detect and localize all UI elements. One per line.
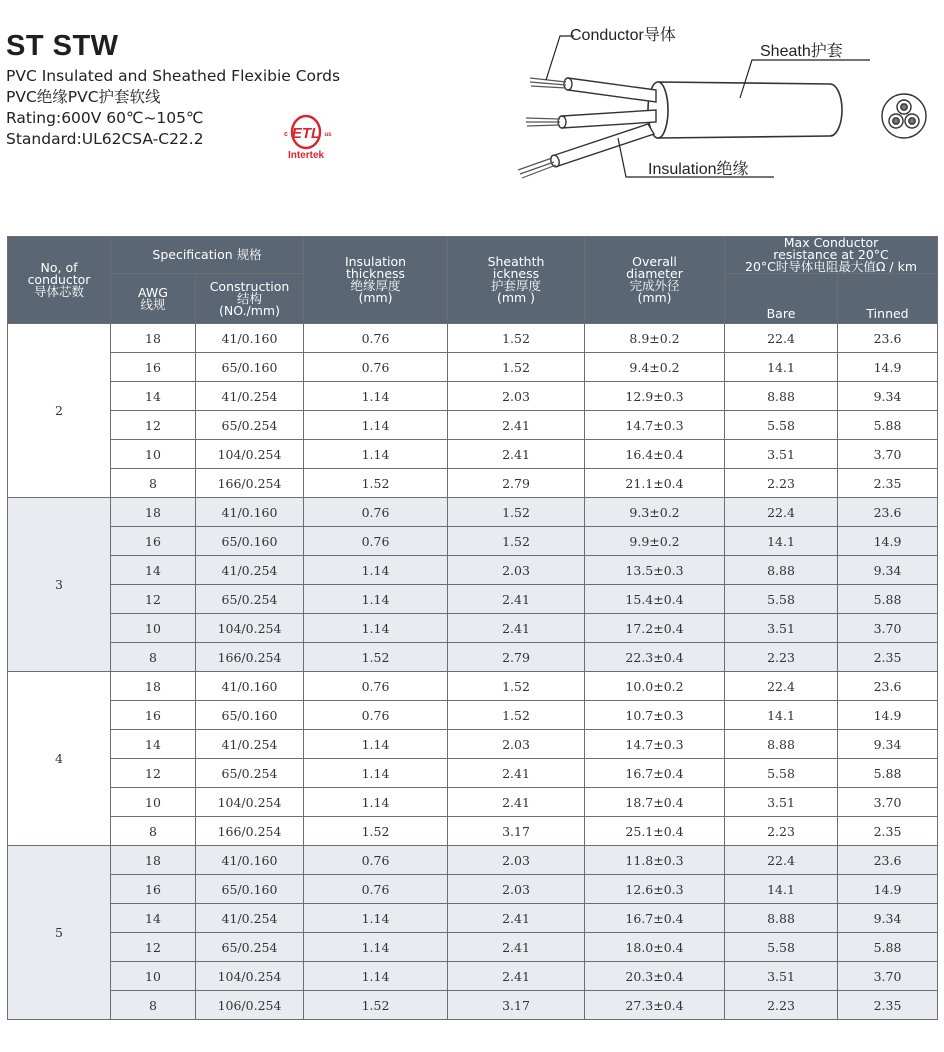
bare-cell: 3.51 xyxy=(725,440,838,469)
header-max-resistance: Max Conductor resistance at 20°C 20°C时导体电阻最大值Ω / km xyxy=(725,237,938,274)
bare-cell: 3.51 xyxy=(725,788,838,817)
conductor-count-cell: 5 xyxy=(8,846,111,1020)
conductor-group xyxy=(8,324,938,498)
product-rating: Rating:600V 60℃~105℃ xyxy=(6,109,204,127)
table-row xyxy=(8,991,938,1020)
sheath-cell: 2.41 xyxy=(448,614,585,643)
sheath-cell: 2.79 xyxy=(448,469,585,498)
diameter-cell: 13.5±0.3 xyxy=(585,556,725,585)
table-row xyxy=(8,643,938,672)
insulation-cell: 1.14 xyxy=(304,440,448,469)
awg-cell: 10 xyxy=(111,788,196,817)
insulation-cell: 0.76 xyxy=(304,324,448,353)
header-no-of-conductor: No, of conductor 导体芯数 xyxy=(8,237,111,324)
awg-cell: 8 xyxy=(111,991,196,1020)
insulation-cell: 1.14 xyxy=(304,730,448,759)
diameter-cell: 9.9±0.2 xyxy=(585,527,725,556)
conductor-label: Conductor导体 xyxy=(570,27,676,44)
diameter-cell: 8.9±0.2 xyxy=(585,324,725,353)
table-row xyxy=(8,759,938,788)
tinned-cell: 23.6 xyxy=(838,846,938,875)
insulation-cell: 1.52 xyxy=(304,643,448,672)
table-row xyxy=(8,353,938,382)
bare-cell: 14.1 xyxy=(725,701,838,730)
construction-cell: 65/0.254 xyxy=(196,933,304,962)
tinned-cell: 3.70 xyxy=(838,962,938,991)
diameter-cell: 12.6±0.3 xyxy=(585,875,725,904)
sheath-cell: 1.52 xyxy=(448,498,585,527)
tinned-cell: 23.6 xyxy=(838,672,938,701)
sheath-cell: 1.52 xyxy=(448,672,585,701)
table-row xyxy=(8,324,938,353)
bare-cell: 2.23 xyxy=(725,643,838,672)
construction-cell: 41/0.254 xyxy=(196,730,304,759)
awg-cell: 14 xyxy=(111,730,196,759)
cable-cross-section-diagram xyxy=(508,12,944,190)
bare-cell: 14.1 xyxy=(725,875,838,904)
diameter-cell: 21.1±0.4 xyxy=(585,469,725,498)
table-row xyxy=(8,556,938,585)
header-insulation-thickness: Insulation thickness 绝缘厚度 (mm) xyxy=(304,237,448,324)
awg-cell: 8 xyxy=(111,817,196,846)
header-sheath-thickness: Sheathth ickness 护套厚度 (mm ) xyxy=(448,237,585,324)
construction-cell: 41/0.160 xyxy=(196,672,304,701)
specification-table xyxy=(7,236,938,1020)
awg-cell: 18 xyxy=(111,846,196,875)
diameter-cell: 27.3±0.4 xyxy=(585,991,725,1020)
table-row xyxy=(8,962,938,991)
insulation-cell: 1.14 xyxy=(304,585,448,614)
awg-cell: 10 xyxy=(111,614,196,643)
tinned-cell: 14.9 xyxy=(838,527,938,556)
insulation-cell: 1.52 xyxy=(304,469,448,498)
svg-text:us: us xyxy=(324,132,332,138)
sheath-cell: 1.52 xyxy=(448,353,585,382)
tinned-cell: 2.35 xyxy=(838,469,938,498)
tinned-cell: 14.9 xyxy=(838,353,938,382)
sheath-cell: 3.17 xyxy=(448,991,585,1020)
diameter-cell: 10.0±0.2 xyxy=(585,672,725,701)
bare-cell: 8.88 xyxy=(725,730,838,759)
construction-cell: 166/0.254 xyxy=(196,817,304,846)
construction-cell: 65/0.160 xyxy=(196,527,304,556)
awg-cell: 10 xyxy=(111,962,196,991)
insulation-cell: 1.14 xyxy=(304,759,448,788)
tinned-cell: 9.34 xyxy=(838,730,938,759)
conductor-group xyxy=(8,846,938,1020)
awg-cell: 12 xyxy=(111,759,196,788)
bare-cell: 2.23 xyxy=(725,991,838,1020)
sheath-cell: 2.41 xyxy=(448,585,585,614)
tinned-cell: 3.70 xyxy=(838,788,938,817)
awg-cell: 18 xyxy=(111,498,196,527)
sheath-shape xyxy=(658,82,842,138)
table-row xyxy=(8,730,938,759)
insulation-cell: 1.14 xyxy=(304,382,448,411)
construction-cell: 104/0.254 xyxy=(196,614,304,643)
tinned-cell: 9.34 xyxy=(838,904,938,933)
sheath-cell: 2.41 xyxy=(448,440,585,469)
table-row xyxy=(8,382,938,411)
diameter-cell: 22.3±0.4 xyxy=(585,643,725,672)
table-row xyxy=(8,933,938,962)
awg-cell: 14 xyxy=(111,382,196,411)
bare-cell: 22.4 xyxy=(725,498,838,527)
construction-cell: 41/0.254 xyxy=(196,382,304,411)
sheath-cell: 2.03 xyxy=(448,875,585,904)
bare-cell: 8.88 xyxy=(725,382,838,411)
cable-end-view xyxy=(882,94,926,138)
awg-cell: 8 xyxy=(111,469,196,498)
tinned-cell: 14.9 xyxy=(838,701,938,730)
insulation-cell: 0.76 xyxy=(304,701,448,730)
sheath-cell: 1.52 xyxy=(448,701,585,730)
bare-cell: 5.58 xyxy=(725,759,838,788)
sheath-cell: 1.52 xyxy=(448,527,585,556)
tinned-cell: 3.70 xyxy=(838,440,938,469)
sheath-cell: 2.41 xyxy=(448,904,585,933)
svg-text:c: c xyxy=(284,131,288,138)
diameter-cell: 25.1±0.4 xyxy=(585,817,725,846)
awg-cell: 8 xyxy=(111,643,196,672)
sheath-cell: 2.03 xyxy=(448,382,585,411)
construction-cell: 41/0.160 xyxy=(196,846,304,875)
insulation-cell: 1.52 xyxy=(304,991,448,1020)
construction-cell: 41/0.160 xyxy=(196,498,304,527)
construction-cell: 65/0.254 xyxy=(196,585,304,614)
diameter-cell: 16.7±0.4 xyxy=(585,759,725,788)
product-standard: Standard:UL62CSA-C22.2 xyxy=(6,130,204,148)
sheath-cell: 2.41 xyxy=(448,759,585,788)
insulation-cell: 1.14 xyxy=(304,904,448,933)
insulation-cell: 0.76 xyxy=(304,672,448,701)
construction-cell: 166/0.254 xyxy=(196,643,304,672)
insulation-cell: 0.76 xyxy=(304,498,448,527)
awg-cell: 12 xyxy=(111,411,196,440)
diameter-cell: 11.8±0.3 xyxy=(585,846,725,875)
table-row xyxy=(8,904,938,933)
construction-cell: 41/0.160 xyxy=(196,324,304,353)
product-description-cn: PVC绝缘PVC护套软线 xyxy=(6,88,161,106)
insulation-cell: 1.14 xyxy=(304,962,448,991)
construction-cell: 41/0.254 xyxy=(196,556,304,585)
awg-cell: 16 xyxy=(111,353,196,382)
insulation-cell: 1.14 xyxy=(304,556,448,585)
tinned-cell: 2.35 xyxy=(838,817,938,846)
sheath-cell: 2.41 xyxy=(448,933,585,962)
header-specification: Specification 规格 xyxy=(111,237,304,274)
table-row xyxy=(8,846,938,875)
tinned-cell: 5.88 xyxy=(838,933,938,962)
awg-cell: 16 xyxy=(111,527,196,556)
sheath-cell: 2.41 xyxy=(448,962,585,991)
tinned-cell: 5.88 xyxy=(838,585,938,614)
construction-cell: 65/0.254 xyxy=(196,411,304,440)
bare-cell: 2.23 xyxy=(725,817,838,846)
conductor-group xyxy=(8,672,938,846)
sheath-cell: 2.03 xyxy=(448,556,585,585)
tinned-cell: 5.88 xyxy=(838,411,938,440)
awg-cell: 14 xyxy=(111,556,196,585)
table-row xyxy=(8,817,938,846)
table-row xyxy=(8,585,938,614)
awg-cell: 16 xyxy=(111,701,196,730)
bare-cell: 2.23 xyxy=(725,469,838,498)
bare-cell: 5.58 xyxy=(725,585,838,614)
awg-cell: 18 xyxy=(111,324,196,353)
tinned-cell: 9.34 xyxy=(838,382,938,411)
insulation-label: Insulation绝缘 xyxy=(648,161,749,178)
diameter-cell: 12.9±0.3 xyxy=(585,382,725,411)
diameter-cell: 16.4±0.4 xyxy=(585,440,725,469)
sheath-cell: 2.03 xyxy=(448,730,585,759)
bare-cell: 22.4 xyxy=(725,672,838,701)
construction-cell: 104/0.254 xyxy=(196,962,304,991)
diameter-cell: 15.4±0.4 xyxy=(585,585,725,614)
bare-cell: 8.88 xyxy=(725,556,838,585)
construction-cell: 41/0.254 xyxy=(196,904,304,933)
tinned-cell: 14.9 xyxy=(838,875,938,904)
construction-cell: 65/0.160 xyxy=(196,875,304,904)
construction-cell: 104/0.254 xyxy=(196,788,304,817)
bare-cell: 22.4 xyxy=(725,324,838,353)
bare-cell: 3.51 xyxy=(725,614,838,643)
table-row xyxy=(8,614,938,643)
bare-cell: 5.58 xyxy=(725,411,838,440)
sheath-cell: 2.41 xyxy=(448,411,585,440)
svg-text:Intertek: Intertek xyxy=(287,150,325,161)
table-row xyxy=(8,469,938,498)
sheath-cell: 2.79 xyxy=(448,643,585,672)
diameter-cell: 9.3±0.2 xyxy=(585,498,725,527)
insulation-cell: 1.52 xyxy=(304,817,448,846)
diameter-cell: 16.7±0.4 xyxy=(585,904,725,933)
bare-cell: 8.88 xyxy=(725,904,838,933)
construction-cell: 166/0.254 xyxy=(196,469,304,498)
diameter-cell: 17.2±0.4 xyxy=(585,614,725,643)
awg-cell: 14 xyxy=(111,904,196,933)
bare-cell: 22.4 xyxy=(725,846,838,875)
insulated-cores xyxy=(549,78,656,168)
tinned-cell: 2.35 xyxy=(838,643,938,672)
insulation-cell: 0.76 xyxy=(304,527,448,556)
tinned-cell: 9.34 xyxy=(838,556,938,585)
bare-cell: 14.1 xyxy=(725,353,838,382)
etl-intertek-logo xyxy=(278,114,336,166)
header-overall-diameter: Overall diameter 完成外径 (mm) xyxy=(585,237,725,324)
tinned-cell: 23.6 xyxy=(838,498,938,527)
table-row xyxy=(8,440,938,469)
awg-cell: 12 xyxy=(111,585,196,614)
sheath-cell: 3.17 xyxy=(448,817,585,846)
diameter-cell: 14.7±0.3 xyxy=(585,730,725,759)
construction-cell: 65/0.160 xyxy=(196,353,304,382)
tinned-cell: 5.88 xyxy=(838,759,938,788)
bare-cell: 5.58 xyxy=(725,933,838,962)
table-row xyxy=(8,498,938,527)
tinned-cell: 3.70 xyxy=(838,614,938,643)
header-awg: AWG 线规 xyxy=(111,274,196,324)
insulation-cell: 1.14 xyxy=(304,788,448,817)
diameter-cell: 9.4±0.2 xyxy=(585,353,725,382)
tinned-cell: 23.6 xyxy=(838,324,938,353)
sheath-label: Sheath护套 xyxy=(760,43,843,60)
insulation-cell: 1.14 xyxy=(304,411,448,440)
svg-text:ETL: ETL xyxy=(291,125,321,142)
conductor-count-cell: 2 xyxy=(8,324,111,498)
header-bare: Bare xyxy=(725,274,838,324)
sheath-cell: 1.52 xyxy=(448,324,585,353)
insulation-cell: 1.14 xyxy=(304,933,448,962)
insulation-cell: 1.14 xyxy=(304,614,448,643)
table-row xyxy=(8,527,938,556)
conductor-count-cell: 3 xyxy=(8,498,111,672)
conductor-count-cell: 4 xyxy=(8,672,111,846)
awg-cell: 12 xyxy=(111,933,196,962)
bare-cell: 3.51 xyxy=(725,962,838,991)
table-row xyxy=(8,788,938,817)
sheath-cell: 2.03 xyxy=(448,846,585,875)
diameter-cell: 10.7±0.3 xyxy=(585,701,725,730)
construction-cell: 65/0.254 xyxy=(196,759,304,788)
table-row xyxy=(8,701,938,730)
insulation-cell: 0.76 xyxy=(304,846,448,875)
product-description-en: PVC Insulated and Sheathed Flexibie Cords xyxy=(6,67,341,85)
header-construction: Construction 结构 (NO./mm) xyxy=(196,274,304,324)
product-title: ST STW xyxy=(6,30,119,62)
table-row xyxy=(8,672,938,701)
table-row xyxy=(8,875,938,904)
diameter-cell: 18.0±0.4 xyxy=(585,933,725,962)
sheath-cell: 2.41 xyxy=(448,788,585,817)
insulation-cell: 0.76 xyxy=(304,875,448,904)
awg-cell: 16 xyxy=(111,875,196,904)
insulation-cell: 0.76 xyxy=(304,353,448,382)
header-tinned: Tinned xyxy=(838,274,938,324)
conductor-group xyxy=(8,498,938,672)
tinned-cell: 2.35 xyxy=(838,991,938,1020)
table-row xyxy=(8,411,938,440)
construction-cell: 65/0.160 xyxy=(196,701,304,730)
diameter-cell: 18.7±0.4 xyxy=(585,788,725,817)
diameter-cell: 20.3±0.4 xyxy=(585,962,725,991)
bare-cell: 14.1 xyxy=(725,527,838,556)
diameter-cell: 14.7±0.3 xyxy=(585,411,725,440)
awg-cell: 18 xyxy=(111,672,196,701)
awg-cell: 10 xyxy=(111,440,196,469)
construction-cell: 104/0.254 xyxy=(196,440,304,469)
construction-cell: 106/0.254 xyxy=(196,991,304,1020)
